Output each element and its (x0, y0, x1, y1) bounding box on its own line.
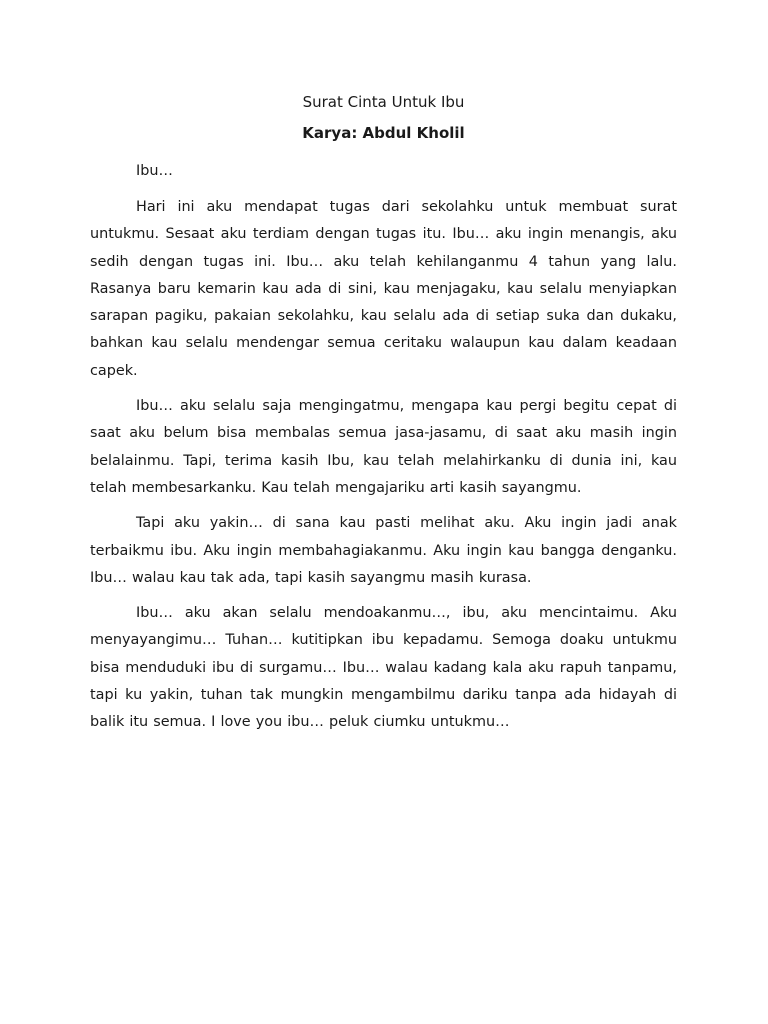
document-page (90, 92, 677, 745)
paragraph-3: Tapi aku yakin… di sana kau pasti melihat aku. Aku ingin jadi anak terbaikmu ibu. Aku ingin membahagiakanmu. Aku ingin kau bangga denganku. Ibu… walau kau tak ada, tapi kasih sayangmu masih kurasa. (90, 515, 677, 586)
document-title: Surat Cinta Untuk Ibu (302, 93, 465, 111)
document-author: Karya: Abdul Kholil (302, 124, 465, 142)
paragraph-1: Hari ini aku mendapat tugas dari sekolahku untuk membuat surat untukmu. Sesaat aku terdiam dengan tugas itu. Ibu… aku ingin menangis, aku sedih dengan tugas ini. Ibu… aku telah kehilanganmu 4 tahun yang lalu. Rasanya baru kemarin kau ada di sini, kau menjagaku, kau selalu menyiapkan sarapan pagiku, pakaian sekolahku, kau selalu ada di setiap suka dan dukaku, bahkan kau selalu mendengar semua ceritaku walaupun kau dalam keadaan capek. (90, 199, 677, 379)
paragraph-2: Ibu… aku selalu saja mengingatmu, mengapa kau pergi begitu cepat di saat aku belum bisa membalas semua jasa-jasamu, di saat aku masih ingin belalainmu. Tapi, terima kasih Ibu, kau telah melahirkanku di dunia ini, kau telah membesarkanku. Kau telah mengajariku arti kasih sayangmu. (90, 398, 677, 496)
paragraph-4: Ibu… aku akan selalu mendoakanmu…, ibu, aku mencintaimu. Aku menyayangimu… Tuhan… kutitipkan ibu kepadamu. Semoga doaku untukmu bisa menduduki ibu di surgamu… Ibu… walau kadang kala aku rapuh tanpamu, tapi ku yakin, tuhan tak mungkin mengambilmu dariku tanpa ada hidayah di balik itu semua. I love you ibu… peluk ciumku untukmu… (90, 605, 677, 731)
letter-greeting: Ibu… (136, 163, 173, 179)
